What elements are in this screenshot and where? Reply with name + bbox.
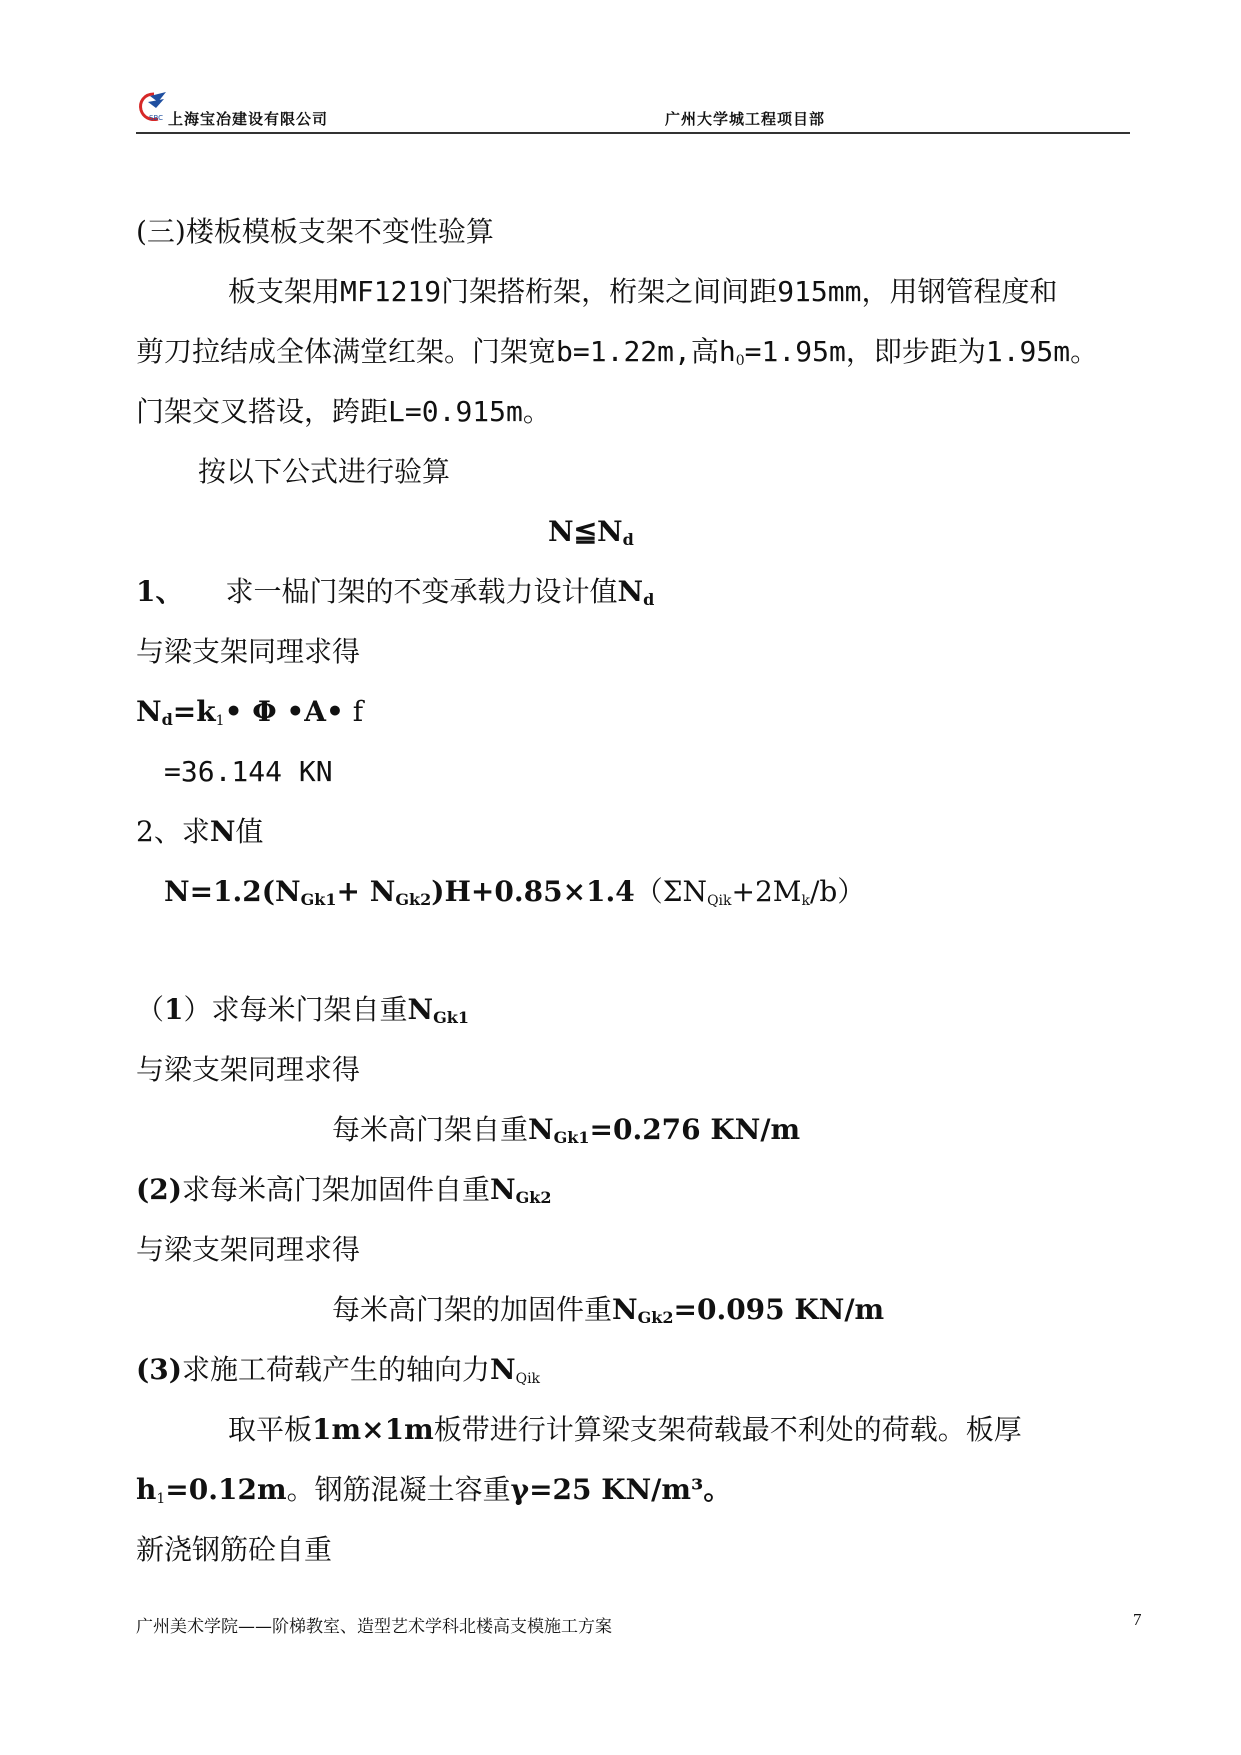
sub3-para-line3: 新浇钢筋砼自重 [136,1533,333,1566]
sub1-heading: （1）求每米门架自重$N_{Gk1}$ [136,993,469,1027]
step2-formula: $N=1.2(N_{Gk1}+$ $N_{Gk2})H+0.85\times 1.4(\Sigma NQik+2Mk/b)$ [164,875,866,909]
para1-line2: 剪刀拉结成全体满堂红架。门架宽b=1.22m,高h0=1.95m，即步距为1.95m。 [136,335,1099,369]
page-number: 7 [1133,1610,1142,1629]
section-title: (三)楼板模板支架不变性验算 [136,215,494,248]
step1-result: =36.144 KN [164,755,333,788]
step2-heading: 2、求N值 [136,815,264,848]
sub3-heading: (3)求施工荷载产生的轴向力NQik [136,1353,541,1387]
footer-title: 广州美术学院——阶梯教室、造型艺术学科北楼高支模施工方案 [136,1617,612,1637]
sub2-heading: (2)求每米高门架加固件自重$N_{Gk2}$ [136,1173,552,1207]
para1-line1: 板支架用MF1219门架搭桁架，桁架之间间距915mm，用钢管程度和 [228,275,1058,308]
sub1-result: 每米高门架自重$N_{Gk1}=0.276$ KN/m [332,1113,801,1147]
company-name: 上海宝冶建设有限公司 [168,110,329,128]
company-logo [136,90,172,124]
sub1-same-as: 与梁支架同理求得 [136,1053,361,1086]
para1-line3: 门架交叉搭设，跨距L=0.915m。 [136,395,551,428]
svg-text:SBC: SBC [149,114,164,122]
step1-heading: 1、 求一榀门架的不变承载力设计值$N_d$ [136,575,655,609]
header-divider [136,132,1130,134]
project-name: 广州大学城工程项目部 [665,110,826,128]
sub3-para-line2: h1=0.12m。钢筋混凝土容重γ=25 KN/m³。 [136,1473,732,1507]
step1-formula: $N_d=k1•$ Φ •A• f [136,695,364,729]
verify-intro: 按以下公式进行验算 [198,455,451,488]
formula-main: $N≦N_d$ [548,515,634,549]
sub2-result: 每米高门架的加固件重$N_{Gk2}=0.095$ KN/m [332,1293,885,1327]
step1-same-as: 与梁支架同理求得 [136,635,361,668]
sub2-same-as: 与梁支架同理求得 [136,1233,361,1266]
sub3-para-line1: 取平板1m×1m板带进行计算梁支架荷载最不利处的荷载。板厚 [228,1413,1022,1446]
